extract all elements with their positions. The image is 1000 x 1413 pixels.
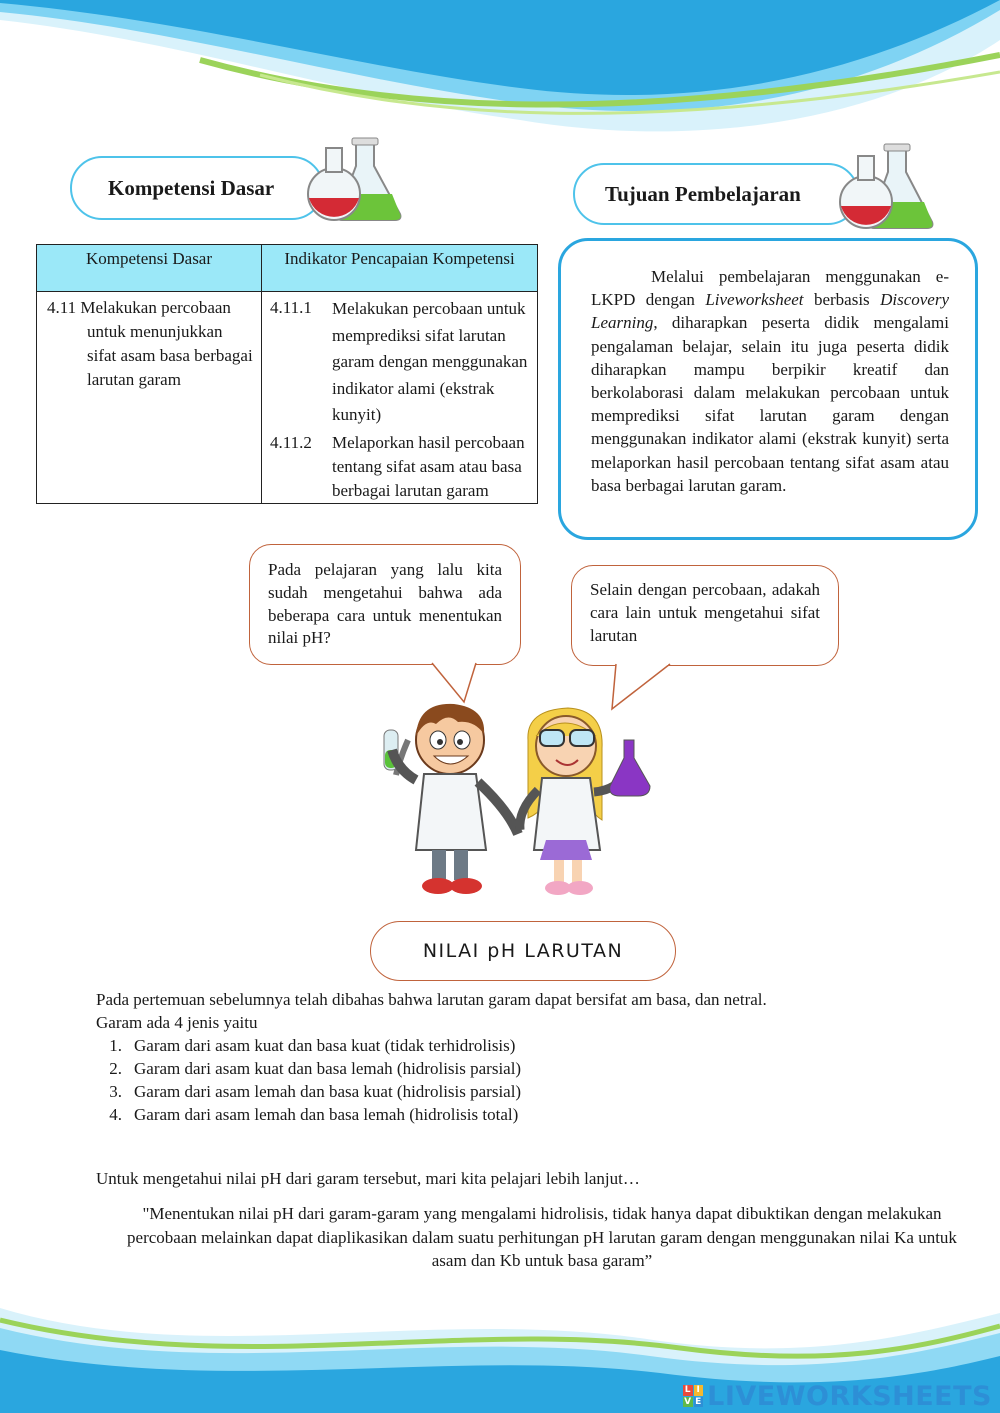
table-row <box>37 292 538 504</box>
kompetensi-dasar-heading <box>70 156 324 220</box>
speech-bubble-tail-left <box>430 662 490 704</box>
indicator-item <box>270 431 529 503</box>
indicator-cell <box>262 292 538 504</box>
top-wave-decoration <box>0 0 1000 160</box>
competency-table <box>36 244 538 504</box>
intro-line: Pada pertemuan sebelumnya telah dibahas bahwa larutan garam dapat bersifat am basa, dan netral. <box>96 990 767 1009</box>
kid-scientists-illustration <box>378 700 668 905</box>
salt-types-list <box>86 1034 956 1126</box>
girl-scientist-illustration <box>520 708 650 895</box>
tujuan-pembelajaran-heading <box>573 163 859 225</box>
brand-name: LIVEWORKSHEETS <box>707 1380 992 1412</box>
speech-bubble-left-text: Pada pelajaran yang lalu kita sudah mengetahui bahwa ada beberapa cara untuk menentukan nilai pH? <box>268 560 502 648</box>
table-header-kd: Kompetensi Dasar <box>37 245 262 292</box>
kd-cell: 4.11 Melakukan percobaan untuk menunjukkan sifat asam basa berbagai larutan garam <box>37 292 262 504</box>
indicator-text: Melaporkan hasil percobaan tentang sifat asam atau basa berbagai larutan garam <box>332 432 525 500</box>
table-header-indicator: Indikator Pencapaian Kompetensi <box>262 245 538 292</box>
learning-objective-box <box>558 238 978 540</box>
indicator-item <box>270 296 529 429</box>
kompetensi-dasar-title: Kompetensi Dasar <box>108 175 275 200</box>
list-item: 4. Garam dari asam lemah dan basa lemah (hidrolisis total) <box>109 1105 519 1124</box>
indicator-number: 4.11.1 <box>270 298 312 317</box>
list-item: 3. Garam dari asam lemah dan basa kuat (hidrolisis parsial) <box>109 1082 522 1101</box>
indicator-text: Melakukan percobaan untuk memprediksi sifat larutan garam dengan menggunakan indikator alami (ekstrak kunyit) <box>332 299 528 425</box>
intro-block <box>96 988 956 1126</box>
tujuan-pembelajaran-title: Tujuan Pembelajaran <box>605 181 801 206</box>
speech-bubble-right <box>571 565 839 666</box>
flask-icon <box>832 142 950 234</box>
flask-icon <box>300 136 418 224</box>
boy-scientist-illustration <box>384 704 518 894</box>
list-item: 1. Garam dari asam kuat dan basa kuat (tidak terhidrolisis) <box>109 1036 516 1055</box>
intro-line: Garam ada 4 jenis yaitu <box>96 1013 258 1032</box>
quote-text: "Menentukan nilai pH dari garam-garam yang mengalami hidrolisis, tidak hanya dapat dibuktikan dengan melakukan percobaan melainkan dapat diaplikasikan dalam suatu perhitungan pH larutan garam dengan menggunakan nilai Ka untuk asam dan Kb untuk basa garam” <box>127 1204 957 1270</box>
speech-bubble-left <box>249 544 521 665</box>
liveworksheets-brand[interactable] <box>683 1379 992 1413</box>
liveworksheets-logo-icon: L I V E <box>684 1385 702 1407</box>
section-title: NILAI pH LARUTAN <box>422 940 624 962</box>
learning-objective-text: Melalui pembelajaran menggunakan e-LKPD dengan Liveworksheet berbasis Discovery Learning, diharapkan peserta didik mengalami pengalaman belajar, selain itu juga peserta didik diharapkan mampu berpikir kreatif dan berkolaborasi dalam melakukan percobaan untuk memprediksi sifat larutan garam dengan menggunakan indikator alami (ekstrak kunyit) serta melaporkan hasil percobaan tentang sifat asam atau basa berbagai larutan garam. <box>591 267 949 495</box>
section-title-pill <box>370 921 676 981</box>
list-item: 2. Garam dari asam kuat dan basa lemah (hidrolisis parsial) <box>109 1059 522 1078</box>
followup-text: Untuk mengetahui nilai pH dari garam tersebut, mari kita pelajari lebih lanjut… <box>96 1169 640 1188</box>
speech-bubble-right-text: Selain dengan percobaan, adakah cara lain untuk mengetahui sifat larutan <box>590 580 820 645</box>
indicator-number: 4.11.2 <box>270 432 312 452</box>
